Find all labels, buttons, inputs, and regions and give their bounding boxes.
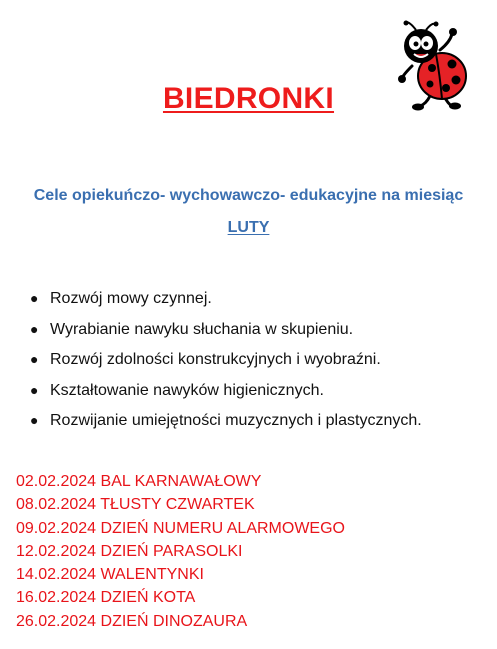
list-item-text: Wyrabianie nawyku słuchania w skupieniu. xyxy=(50,320,354,338)
bullet-icon: ● xyxy=(30,320,39,337)
list-item xyxy=(30,344,422,375)
list-item xyxy=(30,405,422,436)
page-title: BIEDRONKI xyxy=(162,82,335,115)
event-item: 08.02.2024 TŁUSTY CZWARTEK xyxy=(16,496,255,514)
goals-month: LUTY xyxy=(227,219,270,236)
list-item xyxy=(30,314,422,345)
ladybug-icon xyxy=(396,20,470,112)
bullet-icon: ● xyxy=(30,412,39,428)
bullet-icon: ● xyxy=(30,381,39,398)
event-item: 16.02.2024 DZIEŃ KOTA xyxy=(16,589,196,607)
list-item-text: Kształtowanie nawyków higienicznych. xyxy=(50,381,324,399)
goals-list xyxy=(30,283,422,436)
list-item xyxy=(30,283,422,314)
bullet-icon: ● xyxy=(30,290,39,306)
event-item: 14.02.2024 WALENTYNKI xyxy=(16,566,204,584)
list-item-text: Rozwój zdolności konstrukcyjnych i wyobraźni. xyxy=(50,351,381,368)
goals-heading xyxy=(0,186,497,238)
event-item: 26.02.2024 DZIEŃ DINOZAURA xyxy=(16,612,248,630)
event-item: 12.02.2024 DZIEŃ PARASOLKI xyxy=(16,542,243,560)
event-item: 02.02.2024 BAL KARNAWAŁOWY xyxy=(16,473,262,490)
event-item: 09.02.2024 DZIEŃ NUMERU ALARMOWEGO xyxy=(16,519,345,537)
goals-heading-text: Cele opiekuńczo- wychowawczo- edukacyjne na miesiąc xyxy=(33,187,464,204)
list-item-text: Rozwijanie umiejętności muzycznych i plastycznych. xyxy=(50,412,422,429)
list-item xyxy=(30,375,422,406)
list-item-text: Rozwój mowy czynnej. xyxy=(50,290,212,307)
events-list xyxy=(16,470,345,633)
bullet-icon: ● xyxy=(30,351,39,367)
